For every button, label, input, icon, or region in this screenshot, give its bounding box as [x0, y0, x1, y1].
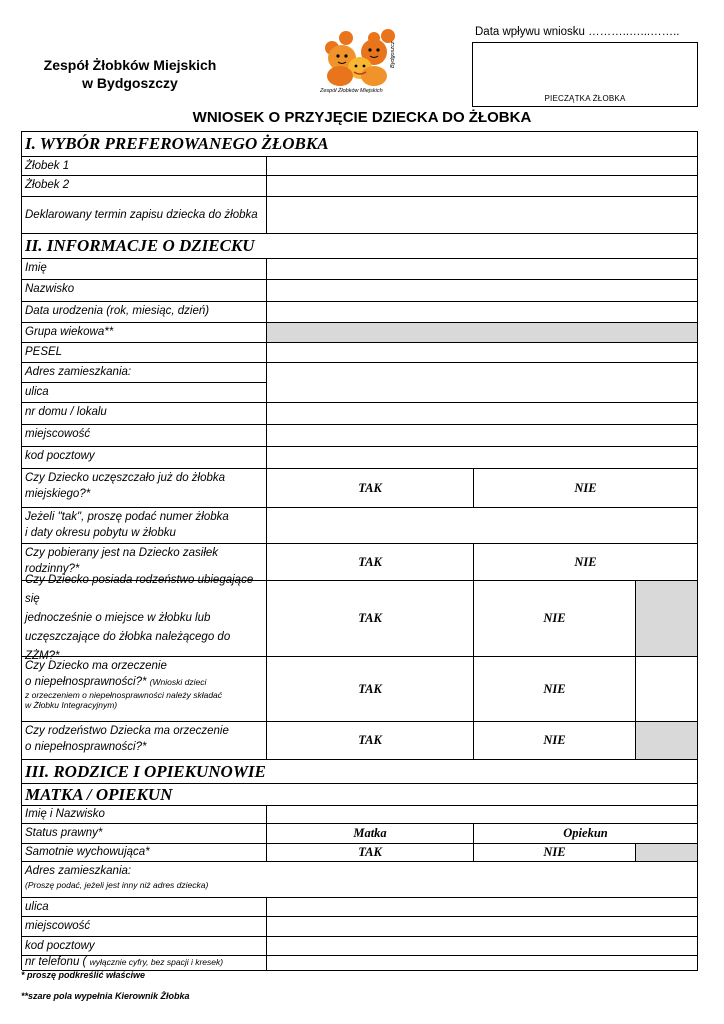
field-label-telefon — [22, 956, 267, 971]
org-line-2: w Bydgoszczy — [82, 75, 178, 91]
section-3-title: III. RODZICE I OPIEKUNOWIE — [22, 760, 698, 784]
siblings-gray-field — [636, 581, 698, 657]
siblings-tak-option[interactable]: TAK — [267, 581, 474, 657]
child-city-input[interactable] — [267, 425, 698, 447]
field-label-nazwisko: Nazwisko — [22, 280, 267, 302]
field-label-samotnie: Samotnie wychowująca* — [22, 844, 267, 862]
mother-name-input[interactable] — [267, 806, 698, 824]
allowance-tak-option[interactable]: TAK — [267, 544, 474, 581]
form-title: WNIOSEK O PRZYJĘCIE DZIECKA DO ŻŁOBKA — [192, 109, 532, 126]
field-label-parent-ulica: ulica — [22, 898, 267, 917]
footnote-underline: * proszę podkreślić właściwe — [21, 970, 146, 980]
field-label-zlobek-2: Żłobek 2 — [22, 176, 267, 197]
question-line: miejskiego?* — [25, 488, 91, 500]
logo-side-text: Bydgoszcz — [390, 41, 396, 68]
child-first-name-input[interactable] — [267, 259, 698, 280]
question-line: jednocześnie o miejsce w żłobku lub — [25, 612, 211, 624]
attended-nie-option[interactable]: NIE — [474, 469, 698, 508]
section-1-title: I. WYBÓR PREFEROWANEGO ŻŁOBKA — [22, 132, 698, 157]
question-line: rodzinny?* — [25, 563, 80, 575]
question-line: Jeżeli "tak", proszę podać numer żłobka — [25, 511, 229, 523]
question-disability — [22, 657, 267, 722]
phone-input[interactable] — [267, 956, 698, 971]
zlobek-2-input[interactable] — [267, 176, 698, 197]
single-parent-nie-option[interactable]: NIE — [474, 844, 636, 862]
parent-city-input[interactable] — [267, 917, 698, 937]
termin-text: Deklarowany termin zapisu dziecka do żłobka — [25, 209, 258, 221]
field-label-termin — [22, 197, 267, 234]
section-3-subtitle: MATKA / OPIEKUN — [22, 784, 698, 806]
footnote-gray-fields: **szare pola wypełnia Kierownik Żłobka — [21, 991, 190, 1001]
single-parent-gray-field — [636, 844, 698, 862]
question-nursery-details — [22, 508, 267, 544]
disability-tak-option[interactable]: TAK — [267, 657, 474, 722]
pesel-input[interactable] — [267, 343, 698, 363]
allowance-nie-option[interactable]: NIE — [474, 544, 698, 581]
address-label: Adres zamieszkania: — [25, 865, 132, 877]
question-siblings — [22, 574, 267, 662]
question-line: Czy rodzeństwo Dziecka ma orzeczenie — [25, 725, 229, 737]
status-opiekun-option[interactable]: Opiekun — [474, 824, 698, 844]
question-note: (Wnioski dzieci — [149, 677, 207, 687]
question-line: uczęszczające do żłobka należącego do ZŻM?* — [25, 631, 231, 662]
receipt-date-label: Data wpływu wniosku ………..…...…….. — [475, 26, 680, 38]
phone-label: nr telefonu ( — [25, 956, 87, 968]
teddy-bears-logo — [318, 24, 416, 96]
field-label-parent-kod: kod pocztowy — [22, 937, 267, 956]
question-line: i daty okresu pobytu w żłobku — [25, 527, 176, 539]
parent-postcode-input[interactable] — [267, 937, 698, 956]
field-label-data-urodzenia: Data urodzenia (rok, miesiąc, dzień) — [22, 302, 267, 323]
field-label-miejscowosc: miejscowość — [22, 425, 267, 447]
field-label-pesel: PESEL — [22, 343, 267, 363]
nursery-details-input[interactable] — [267, 508, 698, 544]
org-line-1: Zespół Żłobków Miejskich — [43, 57, 217, 73]
house-number-input[interactable] — [267, 403, 698, 425]
field-label-kod: kod pocztowy — [22, 447, 267, 469]
phone-note: wyłącznie cyfry, bez spacji i kresek) — [89, 957, 224, 967]
parent-street-input[interactable] — [267, 898, 698, 917]
address-note: (Proszę podać, jeżeli jest inny niż adres dziecka) — [25, 880, 209, 890]
question-line: Czy pobierany jest na Dziecko zasiłek — [25, 547, 219, 559]
question-note: z orzeczeniem o niepełnosprawności należy składać — [25, 690, 223, 700]
section-2-title: II. INFORMACJE O DZIECKU — [22, 234, 698, 259]
question-attended-nursery — [22, 469, 267, 508]
attended-tak-option[interactable]: TAK — [267, 469, 474, 508]
application-form-table — [21, 131, 698, 970]
field-label-imie-nazwisko: Imię i Nazwisko — [22, 806, 267, 824]
field-label-ulica: ulica — [22, 383, 267, 403]
question-line: Czy Dziecko posiada rodzeństwo ubiegające się — [25, 574, 254, 605]
logo-caption: Zespół Żłobków Miejskich — [320, 88, 383, 94]
birth-date-input[interactable] — [267, 302, 698, 323]
field-label-nr-domu: nr domu / lokalu — [22, 403, 267, 425]
question-line: o niepełnosprawności?* — [25, 741, 147, 753]
zlobek-1-input[interactable] — [267, 157, 698, 176]
single-parent-tak-option[interactable]: TAK — [267, 844, 474, 862]
field-label-zlobek-1: Żłobek 1 — [22, 157, 267, 176]
sibling-disability-gray-field — [636, 722, 698, 760]
field-label-parent-miejscowosc: miejscowość — [22, 917, 267, 937]
age-group-gray-field — [267, 323, 698, 343]
question-line: o niepełnosprawności?* — [25, 676, 147, 688]
stamp-box — [472, 42, 698, 107]
field-label-imie: Imię — [22, 259, 267, 280]
question-line: Czy Dziecko ma orzeczenie — [25, 660, 167, 672]
child-postcode-input[interactable] — [267, 447, 698, 469]
sibling-disability-tak-option[interactable]: TAK — [267, 722, 474, 760]
question-line: Czy Dziecko uczęszczało już do żłobka — [25, 472, 226, 484]
status-matka-option[interactable]: Matka — [267, 824, 474, 844]
stamp-label: PIECZĄTKA ŻŁOBKA — [544, 94, 626, 103]
disability-nie-option[interactable]: NIE — [474, 657, 636, 722]
field-label-status: Status prawny* — [22, 824, 267, 844]
organization-name — [30, 56, 230, 92]
field-label-grupa: Grupa wiekowa** — [22, 323, 267, 343]
child-last-name-input[interactable] — [267, 280, 698, 302]
field-label-adres: Adres zamieszkania: — [22, 363, 267, 383]
question-sibling-disability — [22, 722, 267, 760]
parent-address-header — [22, 862, 698, 898]
siblings-nie-option[interactable]: NIE — [474, 581, 636, 657]
question-note: w Żłobku Integracyjnym) — [25, 700, 118, 710]
child-street-input[interactable] — [267, 363, 698, 403]
termin-input[interactable] — [267, 197, 698, 234]
disability-extra-cell — [636, 657, 698, 722]
sibling-disability-nie-option[interactable]: NIE — [474, 722, 636, 760]
